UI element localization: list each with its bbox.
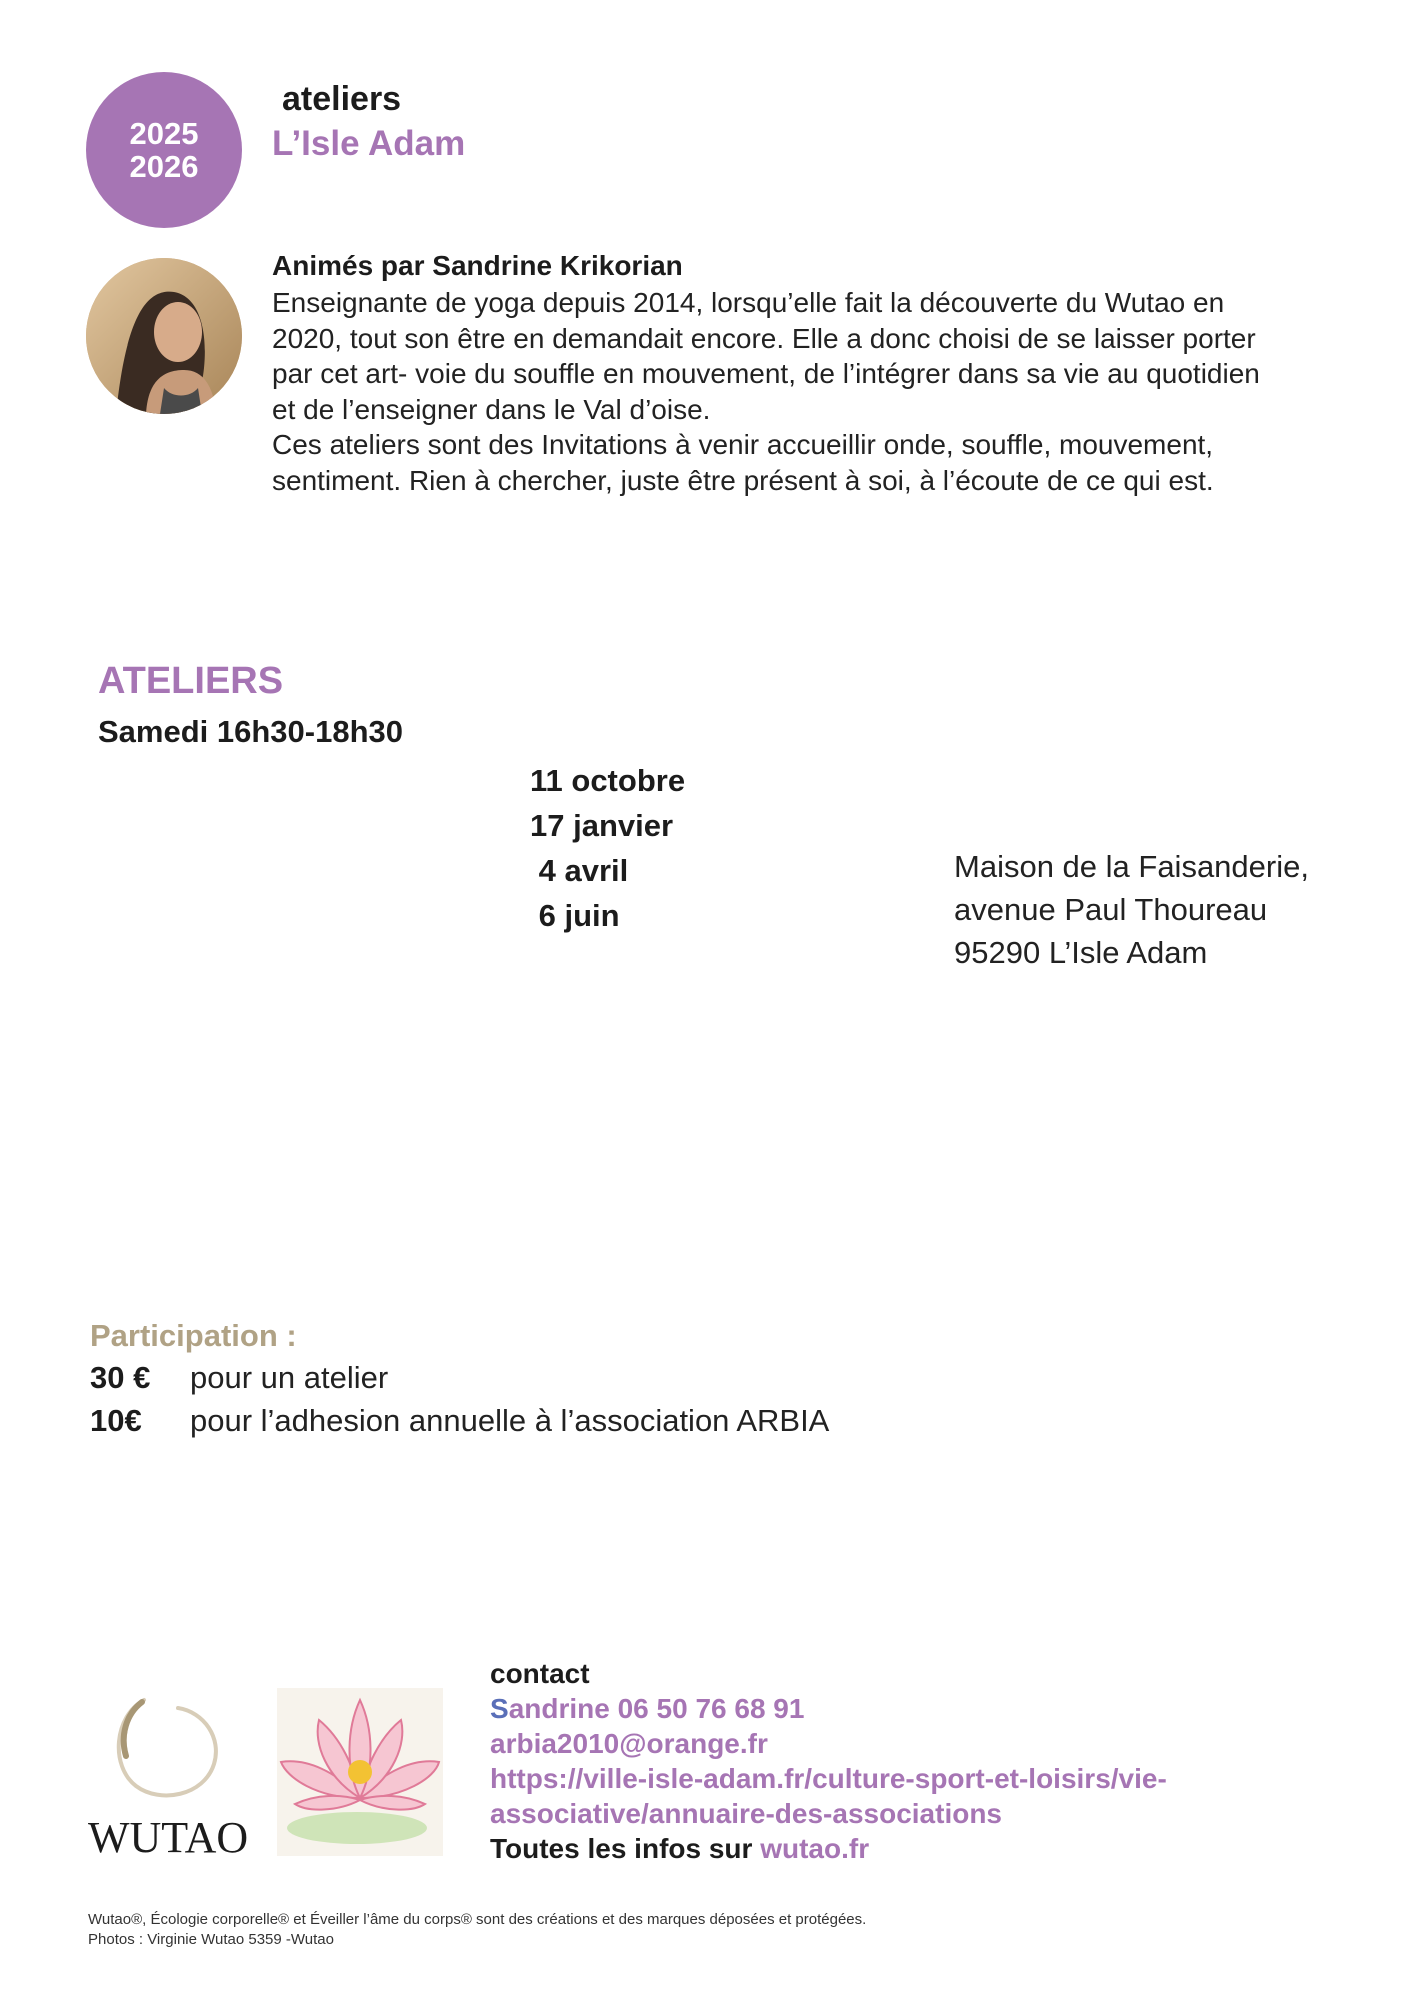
- bio-line: 2020, tout son être en demandait encore. Elle a donc choisi de se laisser porter: [272, 322, 1256, 354]
- venue-line: avenue Paul Thoureau: [954, 892, 1268, 927]
- year-top: 2025: [129, 116, 199, 151]
- workshops-schedule: Samedi 16h30-18h30: [98, 714, 404, 749]
- price-row: [90, 1403, 829, 1439]
- contact-label: contact: [490, 1658, 590, 1689]
- bio-line: par cet art- voie du souffle en mouvement, de l’intégrer dans sa vie au quotidien: [272, 358, 1260, 389]
- contact-block: [490, 1656, 1167, 1866]
- infos-prefix: Toutes les infos sur: [490, 1833, 761, 1864]
- year-bottom: 2026: [129, 149, 199, 184]
- footer-trademark: Wutao®, Écologie corporelle® et Éveiller l’âme du corps® sont des créations et des marques déposées et protégées.: [88, 1911, 867, 1928]
- bio-line: Ces ateliers sont des Invitations à venir accueillir onde, souffle, mouvement,: [272, 429, 1214, 460]
- year-badge: [86, 72, 242, 228]
- directory-link-line1[interactable]: https://ville-isle-adam.fr/culture-sport-et-loisirs/vie-: [490, 1763, 1167, 1794]
- contact-phone-initial: S: [490, 1693, 509, 1724]
- participation-title: Participation :: [90, 1318, 297, 1353]
- logo-text: WUTAO: [88, 1813, 249, 1862]
- bio-line: sentiment. Rien à chercher, juste être présent à soi, à l’écoute de ce qui est.: [272, 464, 1214, 496]
- enso-icon: [86, 1686, 256, 1866]
- price-row: [90, 1360, 388, 1396]
- date-item: 6 juin: [530, 898, 620, 933]
- contact-phone-rest: andrine 06 50 76 68 91: [508, 1693, 805, 1724]
- price-label: pour un atelier: [190, 1360, 389, 1395]
- date-item: 17 janvier: [530, 808, 674, 843]
- footer-notes: [88, 1910, 866, 1950]
- page-title: ateliers: [282, 80, 402, 118]
- workshop-dates: [530, 758, 685, 938]
- venue-line: Maison de la Faisanderie,: [954, 849, 1309, 884]
- lotus-image: [277, 1688, 443, 1856]
- date-item: 4 avril: [530, 853, 629, 888]
- contact-email-link[interactable]: arbia2010@orange.fr: [490, 1728, 768, 1759]
- wutao-logo: [86, 1686, 256, 1866]
- bio-line: Enseignante de yoga depuis 2014, lorsqu’elle fait la découverte du Wutao en: [272, 287, 1225, 318]
- price-amount: 30 €: [90, 1360, 151, 1395]
- contact-phone[interactable]: [490, 1691, 1167, 1726]
- bio-text: [272, 285, 1352, 498]
- bio-title: Animés par Sandrine Krikorian: [272, 250, 683, 281]
- bio-line: et de l’enseigner dans le Val d’oise.: [272, 393, 711, 425]
- wutao-site-link[interactable]: wutao.fr: [760, 1833, 870, 1864]
- directory-link-line2[interactable]: associative/annuaire-des-associations: [490, 1798, 1002, 1829]
- infos-line: [490, 1831, 1167, 1866]
- venue-address: [954, 845, 1309, 974]
- price-amount: 10€: [90, 1403, 142, 1438]
- price-label: pour l’adhesion annuelle à l’association ARBIA: [190, 1403, 830, 1438]
- lotus-icon: [277, 1688, 443, 1856]
- footer-photo-credit: Photos : Virginie Wutao 5359 -Wutao: [88, 1931, 334, 1948]
- workshops-title: ATELIERS: [98, 660, 284, 702]
- portrait-photo: [86, 258, 242, 414]
- date-item: 11 octobre: [530, 763, 686, 798]
- city-title: L’Isle Adam: [272, 124, 466, 163]
- venue-line: 95290 L’Isle Adam: [954, 935, 1208, 970]
